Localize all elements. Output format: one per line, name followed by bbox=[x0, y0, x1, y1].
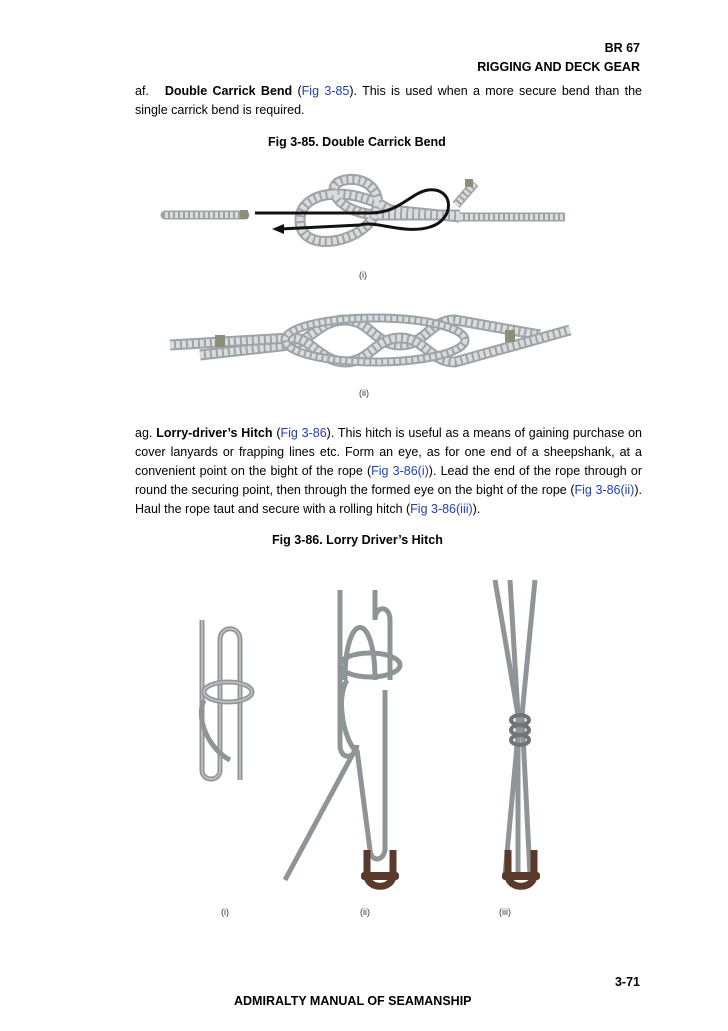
double-carrick-bend-diagram-ii bbox=[160, 300, 580, 385]
figure-link[interactable]: Fig 3-86(ii) bbox=[574, 483, 635, 497]
subfigure-label: (ii) bbox=[359, 388, 369, 398]
chapter-title: RIGGING AND DECK GEAR bbox=[477, 60, 640, 74]
ref-close: ). bbox=[349, 84, 357, 98]
paragraph-title: Double Carrick Bend bbox=[164, 84, 293, 98]
paragraph-title: Lorry-driver’s Hitch bbox=[156, 426, 273, 440]
paragraph-text: ). Haul the rope taut and secure with a rolling hitch ( bbox=[135, 483, 642, 516]
ref-open: ( bbox=[276, 426, 281, 440]
figure-link[interactable]: Fig 3-86(i) bbox=[371, 464, 429, 478]
manual-title: ADMIRALTY MANUAL OF SEAMANSHIP bbox=[234, 994, 472, 1008]
shackle bbox=[502, 850, 540, 886]
document-code: BR 67 bbox=[604, 41, 640, 55]
ref-open: ( bbox=[297, 84, 302, 98]
lorry-hitch-diagram-ii bbox=[275, 580, 425, 900]
paragraph-label: af. bbox=[135, 84, 149, 98]
subfigure-label: (ii) bbox=[360, 907, 370, 917]
subfigure-label: (i) bbox=[359, 270, 367, 280]
paragraph-double-carrick-bend bbox=[135, 82, 642, 120]
whipping bbox=[465, 179, 473, 187]
figure-link[interactable]: Fig 3-86(iii) bbox=[410, 502, 473, 516]
page-number: 3-71 bbox=[614, 975, 640, 989]
subfigure-label: (iii) bbox=[499, 907, 511, 917]
figure-link[interactable]: Fig 3-85 bbox=[301, 84, 350, 98]
lorry-hitch-diagram-i bbox=[190, 610, 270, 790]
paragraph-text: This is used when a more secure bend than the single carrick bend is required. bbox=[135, 84, 642, 117]
lorry-hitch-diagram-iii bbox=[460, 575, 590, 905]
paragraph-text: This hitch is useful as a means of gaining purchase on cover lanyards or frapping lines etc. Form an eye, as for one end of a sheepshank, at a convenient point on the bight of the rope ( bbox=[135, 426, 642, 478]
figure-caption: Fig 3-86. Lorry Driver’s Hitch bbox=[272, 533, 443, 547]
paragraph-text: ). bbox=[472, 502, 481, 516]
paragraph-label: ag. bbox=[135, 426, 153, 440]
whipping bbox=[240, 210, 248, 219]
whipping bbox=[505, 330, 515, 342]
rope-standing-part bbox=[165, 210, 248, 219]
subfigure-label: (i) bbox=[221, 907, 229, 917]
whipping bbox=[215, 335, 225, 347]
paragraph-text: ). Lead the end of the rope through or round the securing point, then through the formed eye on the bight of the rope ( bbox=[135, 464, 642, 497]
paragraph-lorry-drivers-hitch bbox=[135, 424, 642, 519]
figure-link[interactable]: Fig 3-86 bbox=[280, 426, 327, 440]
ref-close: ). bbox=[326, 426, 335, 440]
figure-caption: Fig 3-85. Double Carrick Bend bbox=[268, 135, 446, 149]
double-carrick-bend-diagram-i bbox=[160, 165, 580, 265]
